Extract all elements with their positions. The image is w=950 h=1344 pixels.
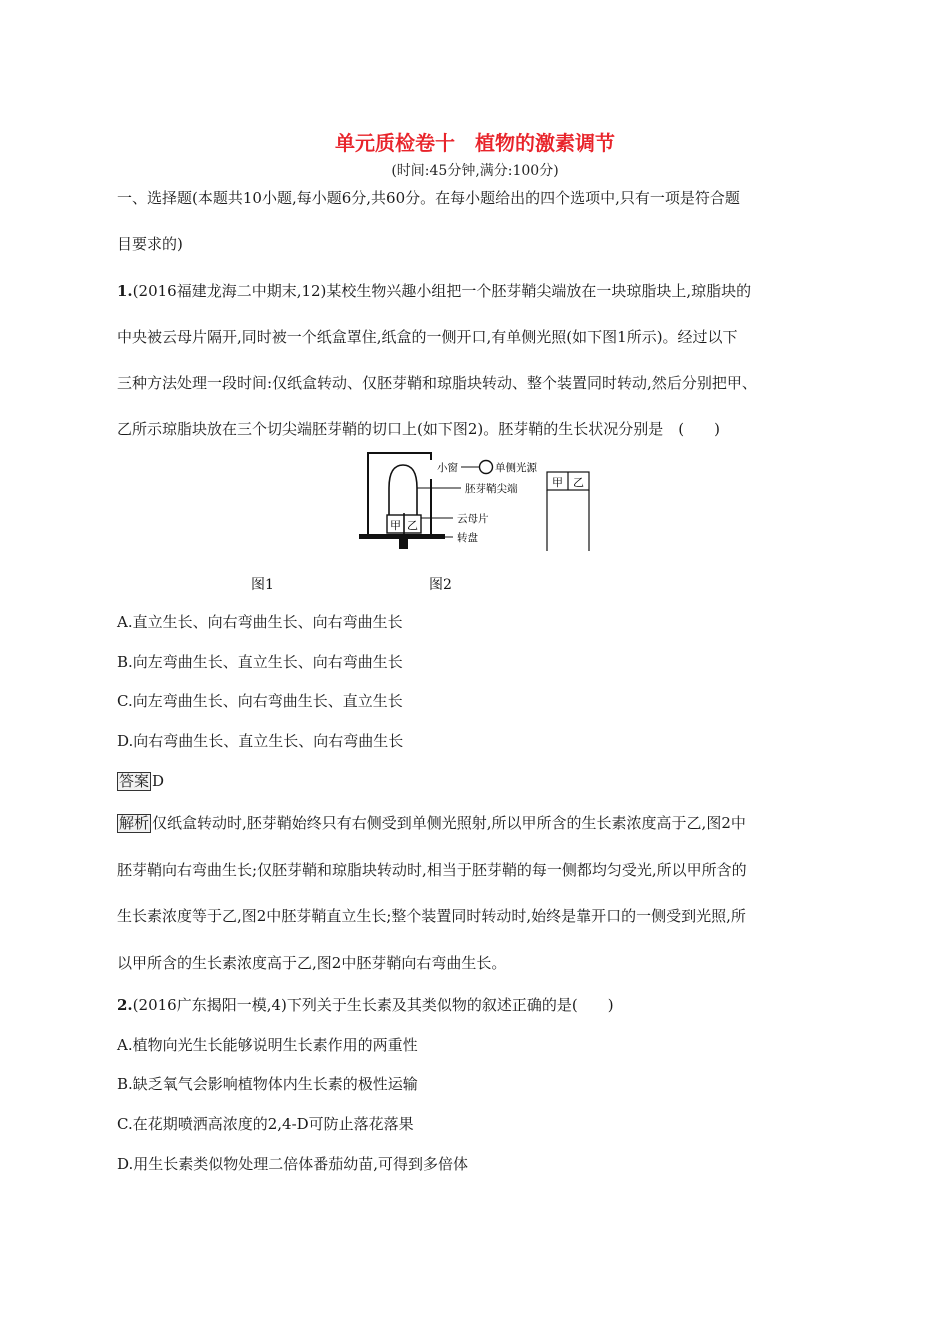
q1-analysis-line-4: 以甲所含的生长素浓度高于乙,图2中胚芽鞘向右弯曲生长。 [117,954,507,972]
q2-option-b: B.缺乏氧气会影响植物体内生长素的极性运输 [117,1075,418,1093]
q1-analysis-line-3: 生长素浓度等于乙,图2中胚芽鞘直立生长;整个装置同时转动时,始终是靠开口的一侧受到光照,所 [117,907,746,925]
analysis-tag: 解析 [119,814,150,832]
q1-figure [355,450,595,554]
analysis-text-1: 仅纸盒转动时,胚芽鞘始终只有右侧受到单侧光照射,所以甲所含的生长素浓度高于乙,图2中 [152,814,746,832]
q2-number: 2. [117,996,133,1014]
q2-option-d: D.用生长素类似物处理二倍体番茄幼苗,可得到多倍体 [117,1155,469,1173]
fig2-block-b: 乙 [573,476,584,489]
fig1-block-a: 甲 [390,519,401,532]
figure-1-caption: 图1 [251,577,274,593]
q1-option-d: D.向右弯曲生长、直立生长、向右弯曲生长 [117,732,404,750]
fig2-block-a: 甲 [552,476,563,489]
q1-stem-text-1: (2016福建龙海二中期末,12)某校生物兴趣小组把一个胚芽鞘尖端放在一块琼脂块上,琼脂块的 [132,282,752,300]
label-mica: 云母片 [457,513,489,525]
page-subtitle: (时间:45分钟,满分:100分) [391,163,559,179]
turntable-shaft [399,538,408,549]
answer-value: D [152,772,165,790]
section-heading-line-1: 一、选择题(本题共10小题,每小题6分,共60分。在每小题给出的四个选项中,只有一项是符合题 [117,189,740,207]
q1-stem-line-4: 乙所示琼脂块放在三个切尖端胚芽鞘的切口上(如下图2)。胚芽鞘的生长状况分别是 ( ) [117,420,720,438]
q1-option-a: A.直立生长、向右弯曲生长、向右弯曲生长 [117,613,403,631]
q1-analysis-line-1 [117,813,746,833]
q1-option-b: B.向左弯曲生长、直立生长、向右弯曲生长 [117,653,403,671]
label-light-source: 单侧光源 [495,462,537,474]
label-window: 小窗 [437,462,458,474]
q1-stem-line-3: 三种方法处理一段时间:仅纸盒转动、仅胚芽鞘和琼脂块转动、整个装置同时转动,然后分别把甲、 [117,374,757,392]
page-title: 单元质检卷十 植物的激素调节 [335,131,615,155]
q2-stem-text: (2016广东揭阳一模,4)下列关于生长素及其类似物的叙述正确的是( ) [132,996,614,1014]
answer-tag: 答案 [119,772,150,790]
figure-2-caption: 图2 [429,577,452,593]
section-heading-line-2: 目要求的) [117,235,183,253]
light-source-icon [480,461,493,474]
coleoptile-tip [389,465,417,515]
q1-number: 1. [117,282,133,300]
q1-option-c: C.向左弯曲生长、向右弯曲生长、直立生长 [117,692,403,710]
q1-stem-line-2: 中央被云母片隔开,同时被一个纸盒罩住,纸盒的一侧开口,有单侧光照(如下图1所示)。经过以下 [117,328,738,346]
q2-option-c: C.在花期喷洒高浓度的2,4-D可防止落花落果 [117,1115,414,1133]
q1-analysis-line-2: 胚芽鞘向右弯曲生长;仅胚芽鞘和琼脂块转动时,相当于胚芽鞘的每一侧都均匀受光,所以甲所含的 [117,861,747,879]
q2-stem [117,995,614,1015]
label-turntable: 转盘 [457,532,478,544]
q1-answer [117,771,164,791]
label-coleoptile-tip: 胚芽鞘尖端 [465,483,518,495]
fig1-block-b: 乙 [407,519,418,532]
q1-stem-line-1 [117,281,751,301]
q2-option-a: A.植物向光生长能够说明生长素作用的两重性 [117,1036,418,1054]
